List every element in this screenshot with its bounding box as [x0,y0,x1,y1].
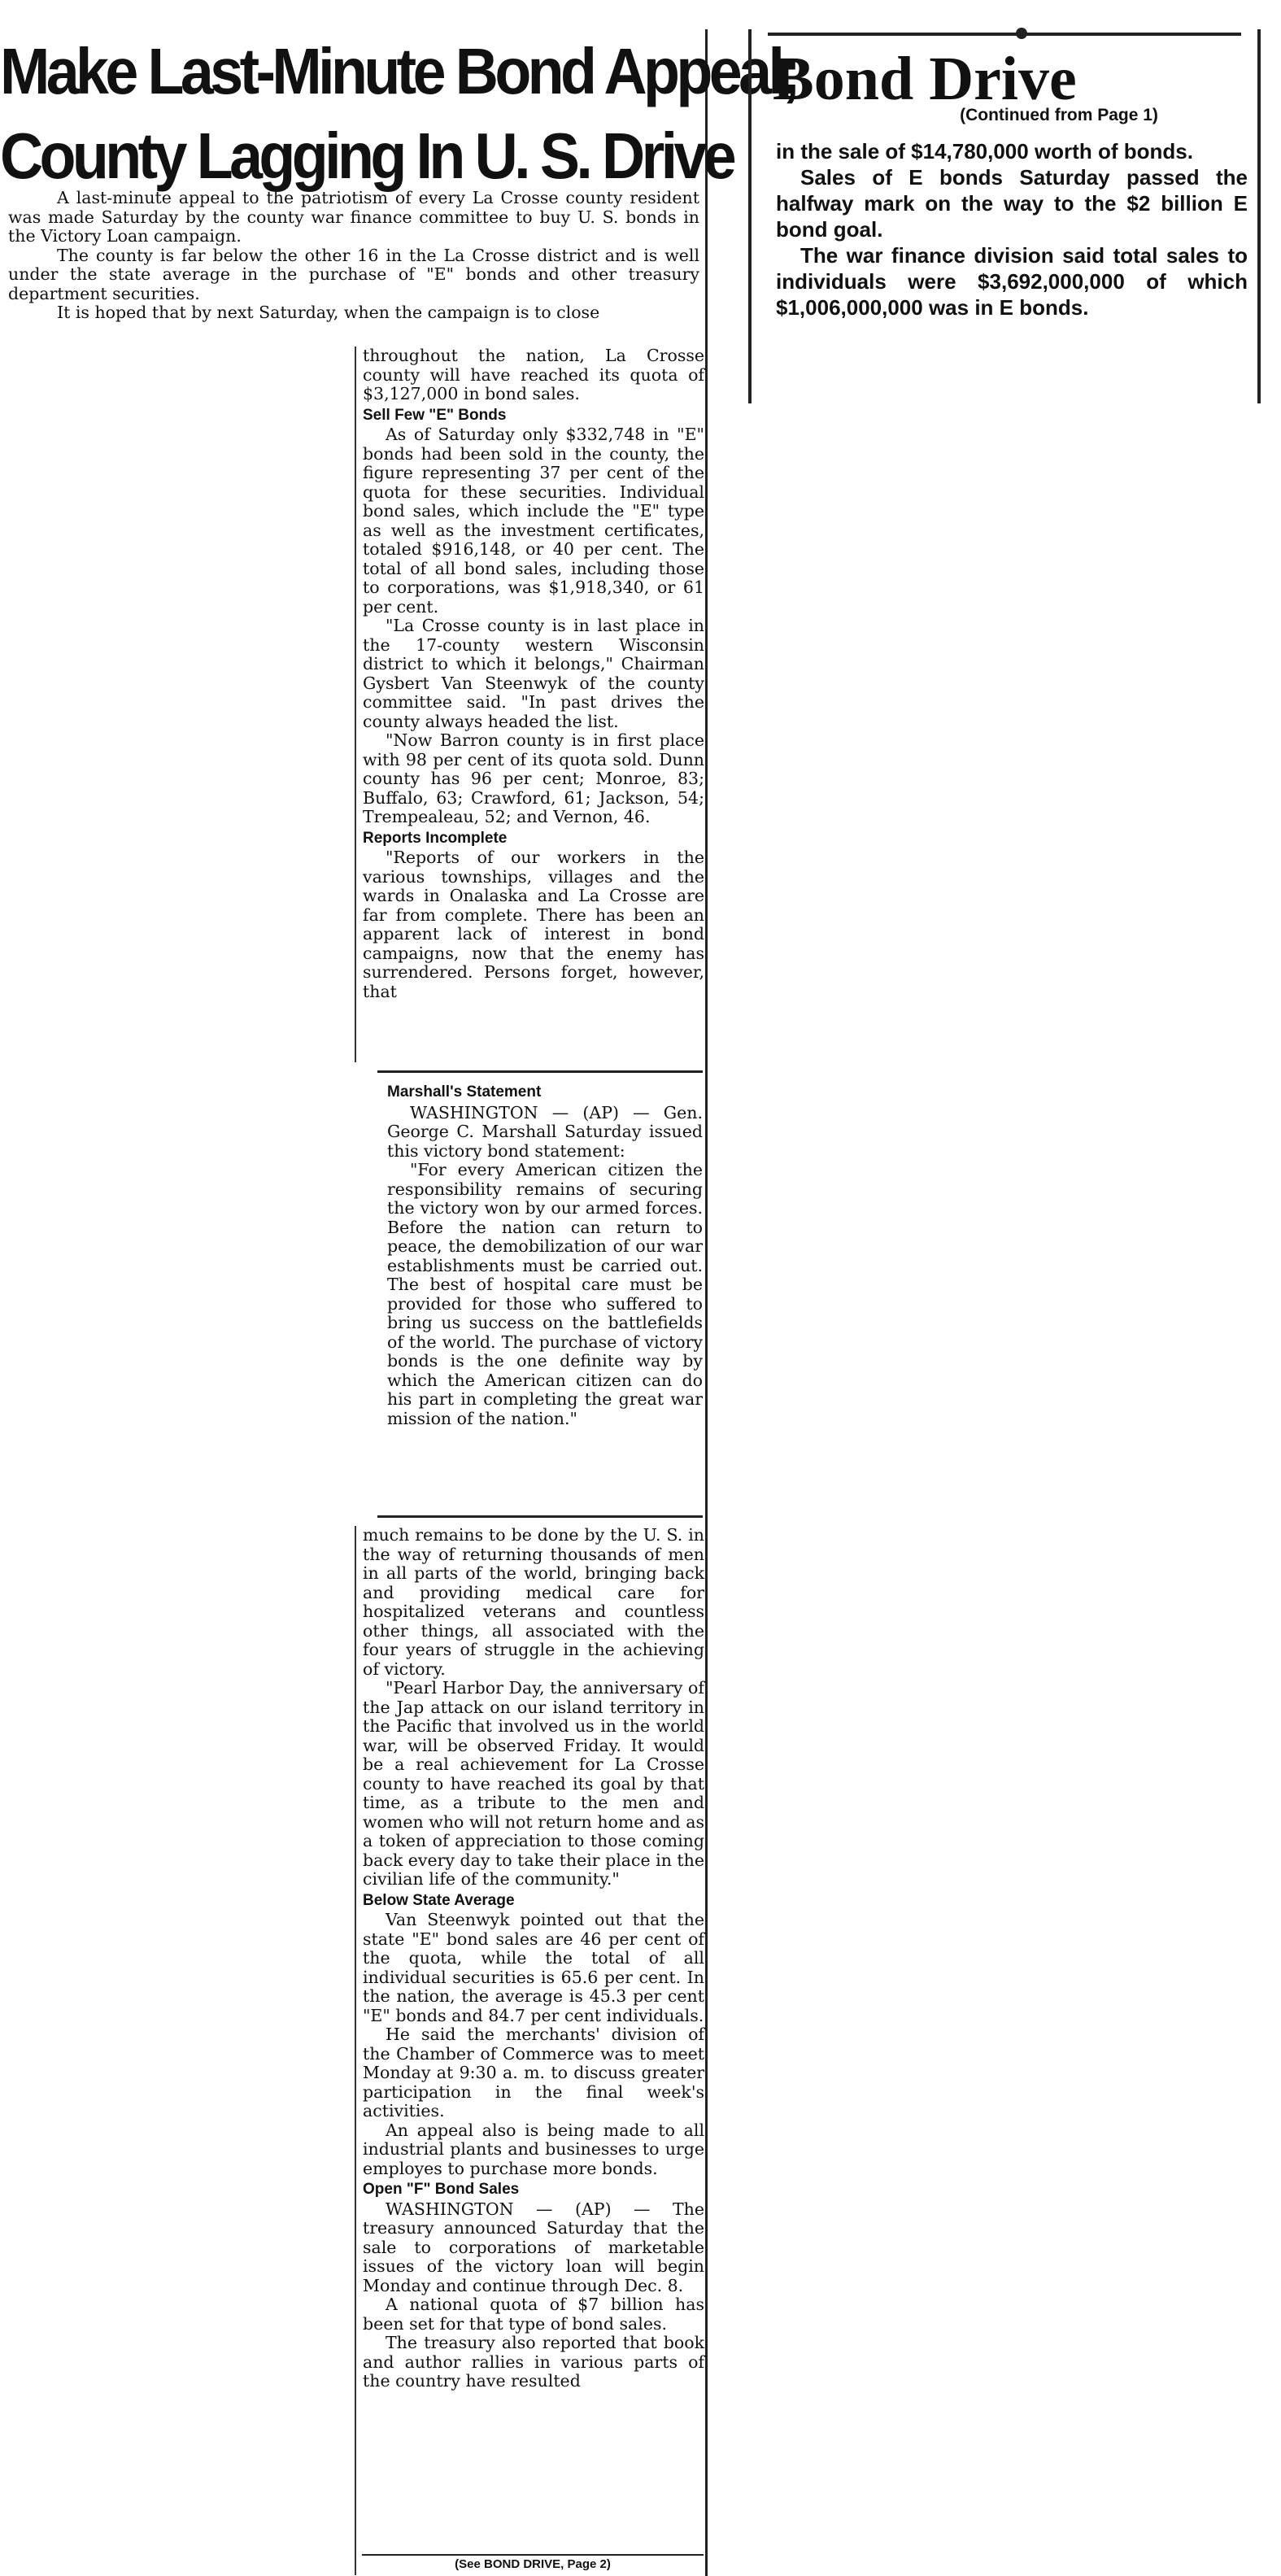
continuation-paragraph: in the sale of $14,780,000 worth of bonds. [776,139,1193,163]
lede-paragraph-1: A last-minute appeal to the patriotism of every La Crosse county resident was made Saturday by the county war finance committee to buy U. S. bonds in the Victory Loan campaign. [8,188,699,246]
box-paragraph: WASHINGTON — (AP) — Gen. George C. Marshall Saturday issued this victory bond statement: [387,1102,703,1161]
marshall-statement-box [377,1070,703,1518]
bond-drive-continuation [748,29,1261,403]
subhead-below-state-average: Below State Average [363,1891,515,1909]
continued-from-note: (Continued from Page 1) [960,106,1158,124]
column-paragraph: throughout the nation, La Crosse county will have reached its quota of $3,127,000 in bond sales. [363,346,704,403]
headline-line-2: County Lagging In U. S. Drive [0,120,734,192]
column-paragraph: As of Saturday only $332,748 in "E" bonds had been sold in the county, the figure representing 37 per cent of the quota for these securities. Individual bond sales, which include the "E" type as well as the investment certificates, totaled $916,148, or 40 per cent. The total of all bond sales, including those to corporations, was $1,918,340, or 61 per cent. [363,425,704,617]
column-paragraph: Van Steenwyk pointed out that the state "E" bond sales are 46 per cent of the quota, while the total of all individual securities is 65.6 per cent. In the nation, the average is 45.3 per cent "E" bonds and 84.7 per cent individuals. [363,1910,704,2025]
article-lede [8,189,699,323]
rule-ornament [1016,28,1027,39]
article-headline [0,29,798,198]
subhead-sell-few-e-bonds: Sell Few "E" Bonds [363,406,507,424]
column-paragraph: The treasury also reported that book and author rallies in various parts of the country have resulted [363,2333,704,2391]
continuation-paragraph: The war finance division said total sales to individuals were $3,692,000,000 of which $1,006,000,000 was in E bonds. [776,243,1248,320]
column-paragraph: A national quota of $7 billion has been set for that type of bond sales. [363,2295,704,2334]
subhead-reports-incomplete: Reports Incomplete [363,829,508,847]
column-paragraph: He said the merchants' division of the Chamber of Commerce was to meet Monday at 9:30 a. m. to discuss greater participation in the final week's activities. [363,2025,704,2121]
continuation-paragraph: Sales of E bonds Saturday passed the halfway mark on the way to the $2 billion E bond goal. [776,165,1248,242]
column-paragraph: "Now Barron county is in first place with 98 per cent of its quota sold. Dunn county has 96 per cent; Monroe, 83; Buffalo, 63; Crawford, 61; Jackson, 54; Trempealeau, 52; and Vernon, 46. [363,730,704,826]
subhead-marshalls-statement: Marshall's Statement [387,1083,542,1101]
continuation-title: Bond Drive [773,45,1077,113]
lede-paragraph-2: The county is far below the other 16 in the La Crosse district and is well under the state average in the purchase of "E" bonds and other treasury department securities. [8,245,699,303]
article-column-lower [355,1526,704,2575]
subhead-open-f-bond-sales: Open "F" Bond Sales [363,2181,520,2198]
continued-on-page-note: (See BOND DRIVE, Page 2) [362,2554,704,2571]
continuation-body [776,138,1248,320]
lede-paragraph-3: It is hoped that by next Saturday, when the campaign is to close [57,303,600,322]
column-paragraph: An appeal also is being made to all industrial plants and businesses to urge employes to purchase more bonds. [363,2120,704,2178]
top-rule [768,33,1241,36]
box-paragraph: "For every American citizen the responsibility remains of securing the victory won by our armed forces. Before the nation can return to peace, the demobilization of our war establishments must be carried out. The best of hospital care must be provided for those who suffered to bring us success on the battlefields of the world. The purchase of victory bonds is the one definite way by which the American citizen can do his part in completing the great war mission of the nation." [387,1160,703,1428]
article-column-upper [355,347,704,1062]
column-paragraph: "Reports of our workers in the various townships, villages and the wards in Onalaska and La Crosse are far from complete. There has been an apparent lack of interest in bond campaigns, now that the enemy has surrendered. Persons forget, however, that [363,848,704,1001]
column-paragraph: WASHINGTON — (AP) — The treasury announced Saturday that the sale to corporations of marketable issues of the victory loan will begin Monday and continue through Dec. 8. [363,2199,704,2295]
column-paragraph: much remains to be done by the U. S. in the way of returning thousands of men in all parts of the world, bringing back and providing medical care for hospitalized veterans and countless other things, all associated with the four years of struggle in the achieving of victory. [363,1525,704,1679]
column-paragraph: "Pearl Harbor Day, the anniversary of the Jap attack on our island territory in the Pacific that involved us in the world war, will be observed Friday. It would be a real achievement for La Crosse county to have reached its goal by that time, as a tribute to the men and women who will not return home and as a token of appreciation to those coming back every day to take their place in the civilian life of the community." [363,1678,704,1889]
column-paragraph: "La Crosse county is in last place in the 17-county western Wisconsin district to which it belongs," Chairman Gysbert Van Steenwyk of the county committee said. "In past drives the county always headed the list. [363,616,704,731]
headline-line-1: Make Last-Minute Bond Appeal; [0,35,798,107]
